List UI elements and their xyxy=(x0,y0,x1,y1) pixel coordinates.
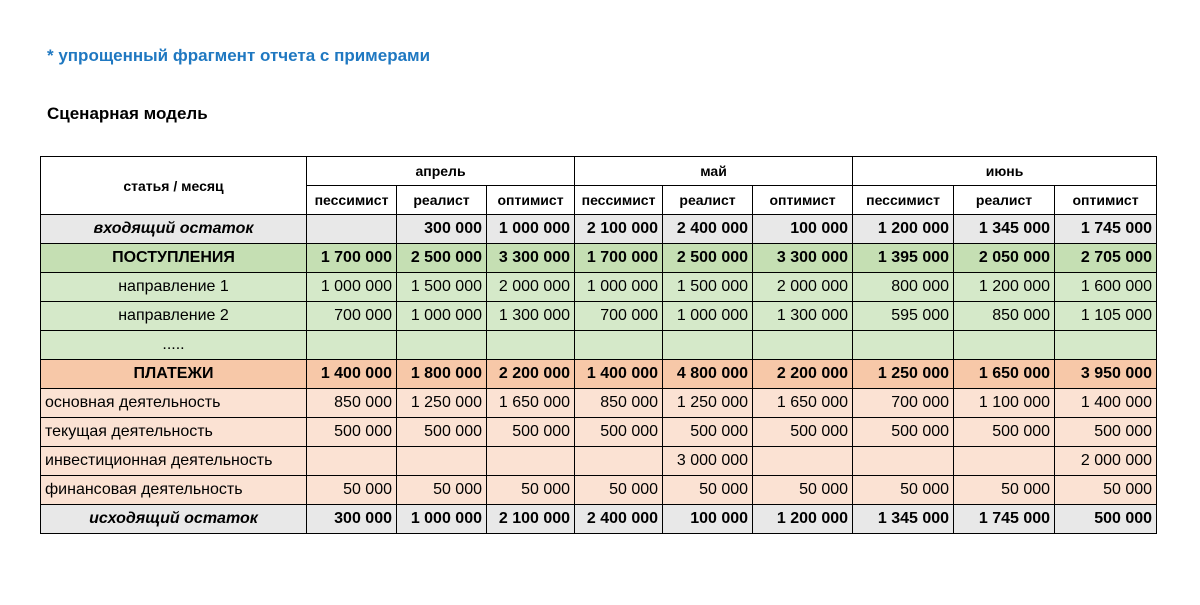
value-cell: 2 500 000 xyxy=(663,244,753,273)
month-header: июнь xyxy=(853,157,1157,186)
row-label: входящий остаток xyxy=(41,215,307,244)
receipts-item-row xyxy=(41,273,1157,302)
value-cell: 700 000 xyxy=(853,389,954,418)
scenario-header: оптимист xyxy=(487,186,575,215)
payments-total-row xyxy=(41,360,1157,389)
row-label: ..... xyxy=(41,331,307,360)
value-cell xyxy=(853,447,954,476)
value-cell: 3 950 000 xyxy=(1055,360,1157,389)
value-cell: 50 000 xyxy=(575,476,663,505)
closing-balance-row xyxy=(41,505,1157,534)
row-label: направление 1 xyxy=(41,273,307,302)
row-label: основная деятельность xyxy=(41,389,307,418)
value-cell: 1 105 000 xyxy=(1055,302,1157,331)
scenario-header: пессимист xyxy=(307,186,397,215)
value-cell: 300 000 xyxy=(397,215,487,244)
month-header: май xyxy=(575,157,853,186)
report-note: * упрощенный фрагмент отчета с примерами xyxy=(47,46,431,65)
value-cell: 1 345 000 xyxy=(853,505,954,534)
value-cell: 2 500 000 xyxy=(397,244,487,273)
value-cell: 850 000 xyxy=(307,389,397,418)
value-cell: 50 000 xyxy=(307,476,397,505)
value-cell: 1 395 000 xyxy=(853,244,954,273)
value-cell: 1 400 000 xyxy=(575,360,663,389)
row-label: инвестиционная деятельность xyxy=(41,447,307,476)
value-cell: 500 000 xyxy=(1055,418,1157,447)
value-cell: 500 000 xyxy=(575,418,663,447)
value-cell: 2 100 000 xyxy=(487,505,575,534)
value-cell: 1 200 000 xyxy=(853,215,954,244)
payments-item-row xyxy=(41,389,1157,418)
value-cell: 500 000 xyxy=(853,418,954,447)
row-label: исходящий остаток xyxy=(41,505,307,534)
payments-item-row xyxy=(41,447,1157,476)
value-cell: 1 000 000 xyxy=(397,505,487,534)
scenario-table xyxy=(40,156,1157,534)
row-label: текущая деятельность xyxy=(41,418,307,447)
value-cell: 1 000 000 xyxy=(397,302,487,331)
value-cell: 1 700 000 xyxy=(575,244,663,273)
value-cell: 1 745 000 xyxy=(1055,215,1157,244)
value-cell: 1 500 000 xyxy=(663,273,753,302)
value-cell: 2 000 000 xyxy=(1055,447,1157,476)
opening-balance-row xyxy=(41,215,1157,244)
value-cell: 1 000 000 xyxy=(663,302,753,331)
value-cell: 1 650 000 xyxy=(753,389,853,418)
value-cell: 2 400 000 xyxy=(663,215,753,244)
scenario-header: реалист xyxy=(663,186,753,215)
value-cell xyxy=(487,331,575,360)
value-cell: 1 650 000 xyxy=(487,389,575,418)
value-cell xyxy=(397,447,487,476)
payments-item-row xyxy=(41,418,1157,447)
receipts-item-row xyxy=(41,302,1157,331)
corner-header: статья / месяц xyxy=(41,157,307,215)
value-cell: 1 745 000 xyxy=(954,505,1055,534)
value-cell: 1 300 000 xyxy=(487,302,575,331)
value-cell: 595 000 xyxy=(853,302,954,331)
value-cell: 1 250 000 xyxy=(397,389,487,418)
value-cell: 50 000 xyxy=(1055,476,1157,505)
value-cell xyxy=(954,331,1055,360)
value-cell: 2 705 000 xyxy=(1055,244,1157,273)
value-cell: 1 400 000 xyxy=(307,360,397,389)
payments-item-row xyxy=(41,476,1157,505)
value-cell: 1 300 000 xyxy=(753,302,853,331)
value-cell: 2 000 000 xyxy=(753,273,853,302)
value-cell xyxy=(753,331,853,360)
value-cell: 850 000 xyxy=(575,389,663,418)
scenario-header: пессимист xyxy=(575,186,663,215)
value-cell: 1 250 000 xyxy=(853,360,954,389)
value-cell: 1 000 000 xyxy=(575,273,663,302)
value-cell: 50 000 xyxy=(954,476,1055,505)
value-cell: 2 000 000 xyxy=(487,273,575,302)
value-cell: 1 345 000 xyxy=(954,215,1055,244)
value-cell: 2 100 000 xyxy=(575,215,663,244)
value-cell: 3 300 000 xyxy=(487,244,575,273)
value-cell: 850 000 xyxy=(954,302,1055,331)
value-cell: 700 000 xyxy=(307,302,397,331)
value-cell: 800 000 xyxy=(853,273,954,302)
value-cell: 100 000 xyxy=(753,215,853,244)
row-label: направление 2 xyxy=(41,302,307,331)
value-cell xyxy=(307,215,397,244)
value-cell xyxy=(853,331,954,360)
value-cell xyxy=(954,447,1055,476)
month-header-row xyxy=(41,157,1157,186)
month-header: апрель xyxy=(307,157,575,186)
value-cell xyxy=(663,331,753,360)
value-cell: 2 200 000 xyxy=(487,360,575,389)
value-cell: 300 000 xyxy=(307,505,397,534)
value-cell: 500 000 xyxy=(487,418,575,447)
value-cell: 2 050 000 xyxy=(954,244,1055,273)
value-cell: 50 000 xyxy=(753,476,853,505)
value-cell xyxy=(575,331,663,360)
value-cell: 500 000 xyxy=(753,418,853,447)
value-cell: 1 200 000 xyxy=(954,273,1055,302)
table-body xyxy=(41,215,1157,534)
value-cell: 2 200 000 xyxy=(753,360,853,389)
value-cell: 1 000 000 xyxy=(307,273,397,302)
scenario-header: оптимист xyxy=(753,186,853,215)
scenario-header: реалист xyxy=(397,186,487,215)
value-cell: 2 400 000 xyxy=(575,505,663,534)
value-cell xyxy=(307,331,397,360)
value-cell xyxy=(487,447,575,476)
value-cell: 1 800 000 xyxy=(397,360,487,389)
value-cell xyxy=(307,447,397,476)
value-cell xyxy=(753,447,853,476)
value-cell: 1 100 000 xyxy=(954,389,1055,418)
value-cell: 1 700 000 xyxy=(307,244,397,273)
value-cell: 1 000 000 xyxy=(487,215,575,244)
value-cell: 1 250 000 xyxy=(663,389,753,418)
row-label: ПОСТУПЛЕНИЯ xyxy=(41,244,307,273)
value-cell: 50 000 xyxy=(487,476,575,505)
value-cell: 500 000 xyxy=(663,418,753,447)
value-cell: 1 500 000 xyxy=(397,273,487,302)
value-cell: 500 000 xyxy=(954,418,1055,447)
value-cell: 500 000 xyxy=(307,418,397,447)
page-title: Сценарная модель xyxy=(47,104,208,123)
value-cell: 1 650 000 xyxy=(954,360,1055,389)
scenario-header: пессимист xyxy=(853,186,954,215)
row-label: ПЛАТЕЖИ xyxy=(41,360,307,389)
value-cell: 3 000 000 xyxy=(663,447,753,476)
value-cell: 50 000 xyxy=(663,476,753,505)
value-cell: 100 000 xyxy=(663,505,753,534)
value-cell: 700 000 xyxy=(575,302,663,331)
receipts-ellipsis-row xyxy=(41,331,1157,360)
scenario-header: реалист xyxy=(954,186,1055,215)
value-cell xyxy=(397,331,487,360)
value-cell: 50 000 xyxy=(853,476,954,505)
value-cell: 50 000 xyxy=(397,476,487,505)
value-cell: 1 600 000 xyxy=(1055,273,1157,302)
value-cell: 1 400 000 xyxy=(1055,389,1157,418)
value-cell: 1 200 000 xyxy=(753,505,853,534)
row-label: финансовая деятельность xyxy=(41,476,307,505)
value-cell xyxy=(575,447,663,476)
value-cell: 3 300 000 xyxy=(753,244,853,273)
value-cell: 500 000 xyxy=(397,418,487,447)
value-cell xyxy=(1055,331,1157,360)
receipts-total-row xyxy=(41,244,1157,273)
scenario-header: оптимист xyxy=(1055,186,1157,215)
value-cell: 4 800 000 xyxy=(663,360,753,389)
value-cell: 500 000 xyxy=(1055,505,1157,534)
